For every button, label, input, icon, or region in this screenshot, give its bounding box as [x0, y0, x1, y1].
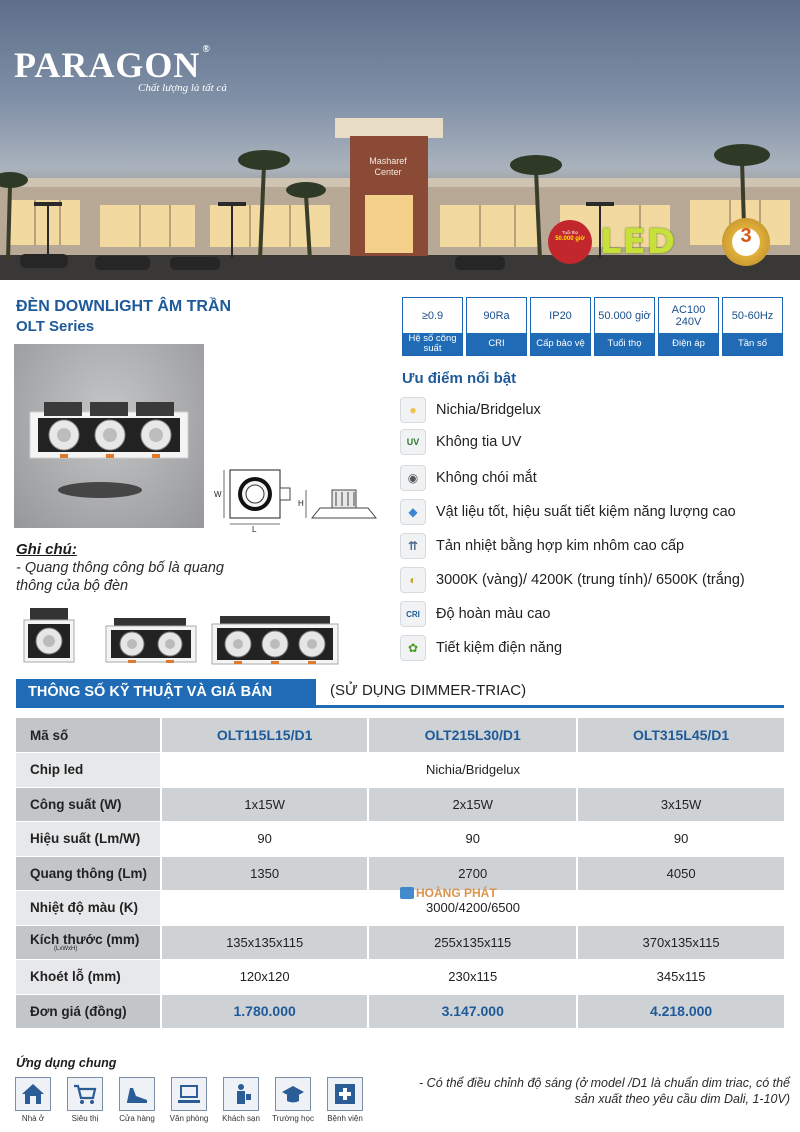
row-label: Quang thông (Lm): [16, 856, 161, 891]
hero-banner: [0, 0, 800, 280]
table-cell: 4050: [577, 856, 784, 891]
chip-icon: ●: [400, 397, 426, 423]
hospital-cross-icon: [327, 1077, 363, 1111]
led-logo: LED: [600, 222, 677, 262]
feature-item: [400, 634, 790, 662]
graduation-cap-icon: [275, 1077, 311, 1111]
row-label: Mã số: [16, 718, 161, 753]
table-cell: 1x15W: [161, 787, 368, 822]
model-code: OLT215L30/D1: [368, 718, 577, 753]
variant-triple: [212, 616, 338, 664]
registered-mark: ®: [202, 44, 211, 55]
row-label: Chip led: [16, 753, 161, 788]
dimension-diagram: [212, 462, 382, 532]
table-row: [16, 787, 784, 822]
spec-voltage: [658, 297, 719, 356]
row-label: [16, 925, 161, 960]
spec-label: Tuổi thọ: [595, 333, 654, 355]
application-label: Cửa hàng: [119, 1114, 155, 1123]
lifetime-badge: [548, 220, 592, 264]
table-row: [16, 925, 784, 960]
spec-price-table: [16, 718, 784, 1029]
spec-label: Hệ số công suất: [403, 333, 462, 355]
feature-item: [400, 396, 790, 424]
feature-item: [400, 600, 790, 628]
mall-scene-illustration: [0, 0, 800, 280]
note-title: Ghi chú:: [16, 541, 77, 558]
dim-label-h: H: [298, 499, 304, 508]
table-cell: 345x115: [577, 960, 784, 995]
feature-item: [400, 566, 790, 594]
application-item: [326, 1077, 364, 1123]
row-label: Đơn giá (đồng): [16, 994, 161, 1029]
spec-lifetime: [594, 297, 655, 356]
cri-icon: CRI: [400, 601, 426, 627]
application-item: [118, 1077, 156, 1123]
table-row: [16, 960, 784, 995]
spec-label: Điện áp: [659, 333, 718, 355]
feature-text: Vật liệu tốt, hiệu suất tiết kiệm năng lượng cao: [436, 504, 736, 520]
spec-cri: [466, 297, 527, 356]
application-item: [222, 1077, 260, 1123]
row-label: Hiệu suất (Lm/W): [16, 822, 161, 857]
building-sign: Masharef Center: [369, 156, 407, 177]
brand-slogan: Chất lượng là tất cả: [138, 82, 227, 94]
price-cell: 3.147.000: [368, 994, 577, 1029]
feature-text: Không tia UV: [436, 434, 522, 450]
feature-text: Độ hoàn màu cao: [436, 606, 551, 622]
spec-boxes: [402, 297, 783, 356]
warranty-badge: [722, 218, 770, 266]
leaf-icon: ✿: [400, 635, 426, 661]
row-label: Nhiệt độ màu (K): [16, 891, 161, 926]
dimension-drawings: [212, 462, 382, 537]
application-label: Trường học: [272, 1114, 314, 1123]
triple-downlight-illustration: [14, 344, 204, 528]
spec-power-factor: [402, 297, 463, 356]
spec-value: 50-60Hz: [731, 309, 774, 322]
watermark-text: HOÀNG PHÁT: [416, 886, 497, 900]
spec-value: IP20: [549, 309, 572, 322]
table-cell: 2x15W: [368, 787, 577, 822]
spec-label: Tần số: [723, 333, 782, 355]
cart-icon: [67, 1077, 103, 1111]
table-cell: Nichia/Bridgelux: [161, 753, 784, 788]
office-icon: [171, 1077, 207, 1111]
table-cell: 120x120: [161, 960, 368, 995]
logo-text: PARAGON: [14, 45, 201, 85]
watermark: [400, 886, 497, 900]
feature-item: [400, 464, 790, 492]
table-cell: 1350: [161, 856, 368, 891]
feature-text: Không chói mắt: [436, 470, 537, 486]
dimming-footnote: - Có thể điều chỉnh độ sáng (ở model /D1 là chuẩn dim triac, có thể sản xuất theo yêu cầu dim Dali, 1-10V): [419, 1076, 790, 1106]
table-cell: 255x135x115: [368, 925, 577, 960]
heat-sink-icon: ⇈: [400, 533, 426, 559]
price-cell: 1.780.000: [161, 994, 368, 1029]
model-code: OLT115L15/D1: [161, 718, 368, 753]
color-temp-icon: ◐: [400, 567, 426, 593]
product-photo: [14, 344, 204, 528]
application-label: Khách sạn: [222, 1114, 260, 1123]
features-title: Ưu điểm nổi bật: [402, 370, 517, 387]
house-logo-icon: [400, 887, 414, 899]
note-text: - Quang thông công bố là quang thông của bộ đèn: [16, 560, 224, 594]
table-cell: 90: [577, 822, 784, 857]
model-code: OLT315L45/D1: [577, 718, 784, 753]
feature-item: [400, 498, 790, 526]
hotel-icon: [223, 1077, 259, 1111]
application-item: [66, 1077, 104, 1123]
feature-item: [400, 532, 790, 560]
table-cell: 90: [368, 822, 577, 857]
row-label: Công suất (W): [16, 787, 161, 822]
eye-icon: ◉: [400, 465, 426, 491]
spec-value: 50.000 giờ: [598, 309, 651, 322]
variants-illustration: [20, 600, 350, 670]
table-row: [16, 994, 784, 1029]
feature-text: 3000K (vàng)/ 4200K (trung tính)/ 6500K (trắng): [436, 572, 745, 588]
lifetime-badge-value: 50.000 giờ: [555, 236, 585, 242]
table-row: [16, 718, 784, 753]
table-cell: 230x115: [368, 960, 577, 995]
uv-icon: UV: [400, 429, 426, 455]
application-item: [274, 1077, 312, 1123]
spec-value: AC100 240V: [671, 303, 706, 328]
row-label: Khoét lỗ (mm): [16, 960, 161, 995]
table-cell: 3x15W: [577, 787, 784, 822]
application-item: [14, 1077, 52, 1123]
shoe-icon: [119, 1077, 155, 1111]
applications-title: Ứng dụng chung: [16, 1056, 117, 1070]
applications-list: [14, 1077, 364, 1123]
spec-label: Cấp bảo vệ: [531, 333, 590, 355]
application-label: Siêu thị: [71, 1114, 99, 1123]
feature-text: Tiết kiệm điện năng: [436, 640, 563, 656]
feature-text: Tản nhiệt bằng hợp kim nhôm cao cấp: [436, 538, 685, 554]
spec-ip-rating: [530, 297, 591, 356]
spec-frequency: [722, 297, 783, 356]
product-variants: [20, 600, 350, 675]
dim-label-l: L: [252, 525, 257, 532]
section-subtitle: (SỬ DỤNG DIMMER-TRIAC): [330, 682, 527, 699]
variant-single: [24, 608, 74, 662]
section-divider: [16, 705, 784, 708]
price-cell: 4.218.000: [577, 994, 784, 1029]
application-label: Văn phòng: [169, 1114, 209, 1123]
lifetime-badge-title: Tuổi thọ: [561, 230, 579, 235]
product-series: OLT Series: [16, 318, 95, 335]
dim-label-w: W: [214, 490, 222, 499]
table-row: [16, 822, 784, 857]
table-row: [16, 753, 784, 788]
row-label-text: Kích thước (mm): [30, 932, 140, 948]
spec-value: ≥0.9: [421, 309, 444, 322]
feature-item: [400, 428, 790, 456]
feature-text: Nichia/Bridgelux: [436, 402, 541, 418]
brand-logo: [14, 44, 211, 86]
table-cell: 90: [161, 822, 368, 857]
application-label: Bệnh viện: [327, 1114, 363, 1123]
spec-value: 90Ra: [483, 309, 510, 322]
spec-label: CRI: [467, 333, 526, 355]
diamond-icon: ◆: [400, 499, 426, 525]
table-cell: 370x135x115: [577, 925, 784, 960]
section-title: THÔNG SỐ KỸ THUẬT VÀ GIÁ BÁN: [16, 679, 316, 705]
application-label: Nhà ở: [21, 1114, 45, 1123]
product-title: ĐÈN DOWNLIGHT ÂM TRẦN: [16, 298, 232, 315]
table-cell: 135x135x115: [161, 925, 368, 960]
house-icon: [15, 1077, 51, 1111]
row-sublabel: (LxWxH): [54, 946, 78, 953]
application-item: [170, 1077, 208, 1123]
warranty-years: 3: [740, 225, 752, 247]
table-cell: 2700: [368, 856, 577, 891]
variant-double: [106, 618, 196, 663]
table-cell: 3000/4200/6500: [161, 891, 784, 926]
